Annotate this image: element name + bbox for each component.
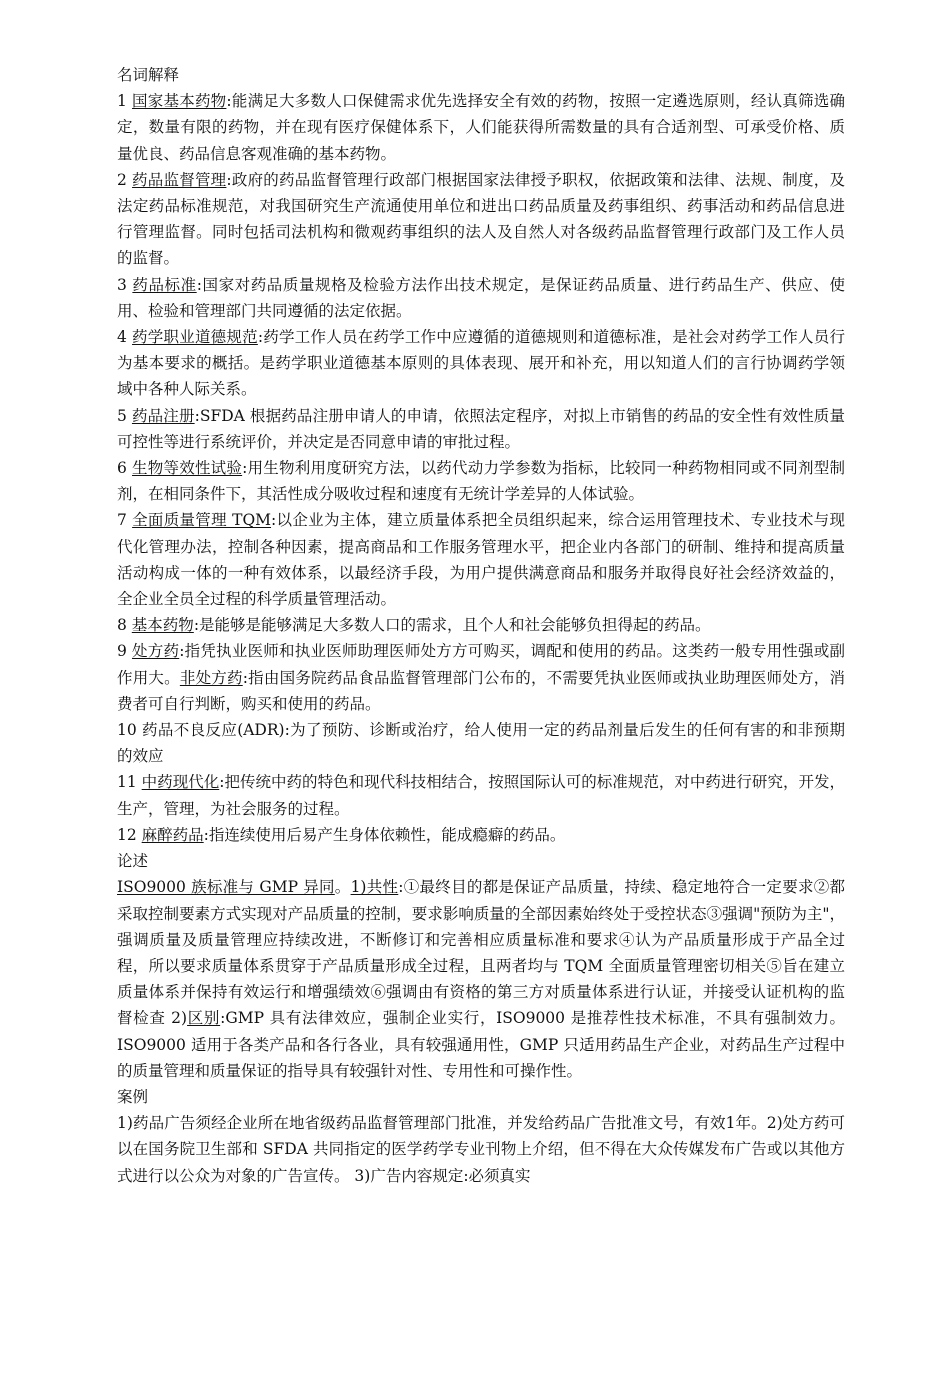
difference-text: :GMP 具有法律效应，强制企业实行，ISO9000 是推荐性技术标准，不具有强制效力。ISO9000 适用于各类产品和各行各业，具有较强通用性，GMP 只适用药品生产企业，对药品生产过程中的质量管理和质量保证的指导具有较强针对性、专用性和可操作性。 bbox=[117, 1009, 845, 1080]
discussion-heading: 论述 bbox=[117, 852, 149, 871]
term-entry-7 bbox=[117, 507, 845, 612]
term-name-secondary: 非处方药 bbox=[179, 668, 243, 687]
difference-label: 区别 bbox=[187, 1009, 221, 1028]
document-page bbox=[117, 62, 845, 1189]
term-entry-5 bbox=[117, 403, 845, 455]
term-name: 药品注册 bbox=[131, 406, 195, 425]
term-definition: :政府的药品监督管理行政部门根据国家法律授予职权，依据政策和法律、法规、制度，及法定药品标准规范，对我国研究生产流通使用单位和进出口药品质量及药事组织、药事活动和药品信息进行管理监督。同时包括司法机构和微观药事组织的法人及自然人对各级药品监督管理行政部门及工作人员的监督。 bbox=[117, 170, 845, 268]
term-name: 中药现代化 bbox=[141, 773, 220, 792]
term-number: 4 bbox=[117, 328, 133, 347]
term-name: 国家基本药物 bbox=[132, 92, 227, 111]
term-entry-2 bbox=[117, 167, 845, 272]
term-number: 8 bbox=[117, 616, 132, 635]
term-number: 12 bbox=[117, 825, 142, 844]
commonality-label: 1)共性 bbox=[350, 878, 399, 897]
term-definition: :药学工作人员在药学工作中应遵循的道德规则和道德标准，是社会对药学工作人员行为基本要求的概括。是药学职业道德基本原则的具体表现、展开和补充，用以知道人们的言行协调药学领域中各种人际关系。 bbox=[117, 328, 845, 399]
case-paragraph: 1)药品广告须经企业所在地省级药品监督管理部门批准，并发给药品广告批准文号，有效1年。2)处方药可以在国务院卫生部和 SFDA 共同指定的医学药学专业刊物上介绍，但不得在大众传媒发布广告或以其他方式进行以公众为对象的广告宣传。 3)广告内容规定:必须真实 bbox=[117, 1114, 845, 1185]
term-number: 3 bbox=[117, 275, 133, 294]
term-definition: :国家对药品质量规格及检验方法作出技术规定，是保证药品质量、进行药品生产、供应、使用、检验和管理部门共同遵循的法定依据。 bbox=[117, 275, 845, 320]
term-number: 5 bbox=[117, 406, 132, 425]
term-entry-11 bbox=[117, 769, 845, 821]
term-number: 10 bbox=[117, 721, 143, 740]
discussion-title: ISO9000 族标准与 GMP 异同 bbox=[117, 878, 335, 897]
term-name: 生物等效性试验 bbox=[132, 459, 243, 478]
term-name: 基本药物 bbox=[131, 616, 194, 635]
term-name: 全面质量管理 TQM bbox=[132, 511, 272, 530]
term-definition: 药品不良反应(ADR):为了预防、诊断或治疗，给人使用一定的药品剂量后发生的任何有害的和非预期的效应 bbox=[117, 721, 845, 766]
term-definition-secondary: :指由国务院药品食品监督管理部门公布的，不需要凭执业医师或执业助理医师处方，消费者可自行判断，购买和使用的药品。 bbox=[117, 668, 845, 713]
term-number: 11 bbox=[117, 773, 142, 792]
term-definition: :SFDA 根据药品注册申请人的申请，依照法定程序，对拟上市销售的药品的安全性有效性质量可控性等进行系统评价，并决定是否同意申请的审批过程。 bbox=[117, 406, 845, 451]
term-entry-8 bbox=[117, 612, 845, 638]
terms-heading: 名词解释 bbox=[117, 66, 180, 84]
term-number: 1 bbox=[117, 92, 133, 111]
term-definition: :指连续使用后易产生身体依赖性，能成瘾癖的药品。 bbox=[203, 825, 566, 844]
term-entry-3 bbox=[117, 272, 845, 324]
term-definition: :指凭执业医师和执业医师助理医师处方方可购买，调配和使用的药品。这类药一般专用性强或副作用大。 bbox=[117, 642, 845, 687]
term-entry-6 bbox=[117, 455, 845, 507]
case-heading: 案例 bbox=[117, 1087, 149, 1106]
term-number: 9 bbox=[117, 642, 133, 661]
term-entry-9 bbox=[117, 638, 845, 717]
term-definition: :能满足大多数人口保健需求优先选择安全有效的药物，按照一定遴选原则，经认真筛选确定，数量有限的药物，并在现有医疗保健体系下，人们能获得所需数量的具有合适剂型、可承受价格、质量优良、药品信息客观准确的基本药物。 bbox=[117, 92, 845, 163]
term-number: 7 bbox=[117, 511, 133, 530]
term-number: 2 bbox=[117, 170, 133, 189]
term-definition: :以企业为主体，建立质量体系把全员组织起来，综合运用管理技术、专业技术与现代化管理办法，控制各种因素，提高商品和工作服务管理水平，把企业内各部门的研制、维持和提高质量活动构成一体的一种有效体系，以最经济手段，为用户提供满意商品和服务并取得良好社会经济效益的，全企业全员全过程的科学质量管理活动。 bbox=[117, 511, 845, 609]
term-name: 麻醉药品 bbox=[141, 825, 204, 844]
term-definition: :用生物利用度研究方法，以药代动力学参数为指标，比较同一种药物相同或不同剂型制剂，在相同条件下，其活性成分吸收过程和速度有无统计学差异的人体试验。 bbox=[117, 459, 845, 504]
term-entry-4 bbox=[117, 324, 845, 403]
term-name: 药品标准 bbox=[132, 275, 197, 294]
term-entry-10 bbox=[117, 717, 845, 769]
discussion-separator: 。 bbox=[334, 878, 351, 897]
term-entry-1 bbox=[117, 88, 845, 167]
difference-prefix: 2) bbox=[171, 1009, 188, 1028]
discussion-paragraph bbox=[117, 874, 845, 1084]
term-entry-12 bbox=[117, 822, 845, 848]
term-definition: :是能够是能够满足大多数人口的需求，且个人和社会能够负担得起的药品。 bbox=[193, 616, 711, 635]
term-name: 药品监督管理 bbox=[132, 170, 227, 189]
term-name: 药学职业道德规范 bbox=[132, 328, 258, 347]
term-definition: :把传统中药的特色和现代科技相结合，按照国际认可的标准规范，对中药进行研究，开发，生产，管理，为社会服务的过程。 bbox=[117, 773, 845, 818]
term-name: 处方药 bbox=[132, 642, 180, 661]
term-number: 6 bbox=[117, 459, 133, 478]
commonality-text: :①最终目的都是保证产品质量，持续、稳定地符合一定要求②都采取控制要素方式实现对产品质量的控制，要求影响质量的全部因素始终处于受控状态③强调"预防为主"，强调质量及质量管理应持续改进，不断修订和完善相应质量标准和要求④认为产品质量形成于产品全过程，所以要求质量体系贯穿于产品质量形成全过程，且两者均与 TQM 全面质量管理密切相关⑤旨在建立质量体系并保持有效运行和增强绩效⑥强调由有资格的第三方对质量体系进行认证，并接受认证机构的监督检查 bbox=[117, 878, 845, 1028]
